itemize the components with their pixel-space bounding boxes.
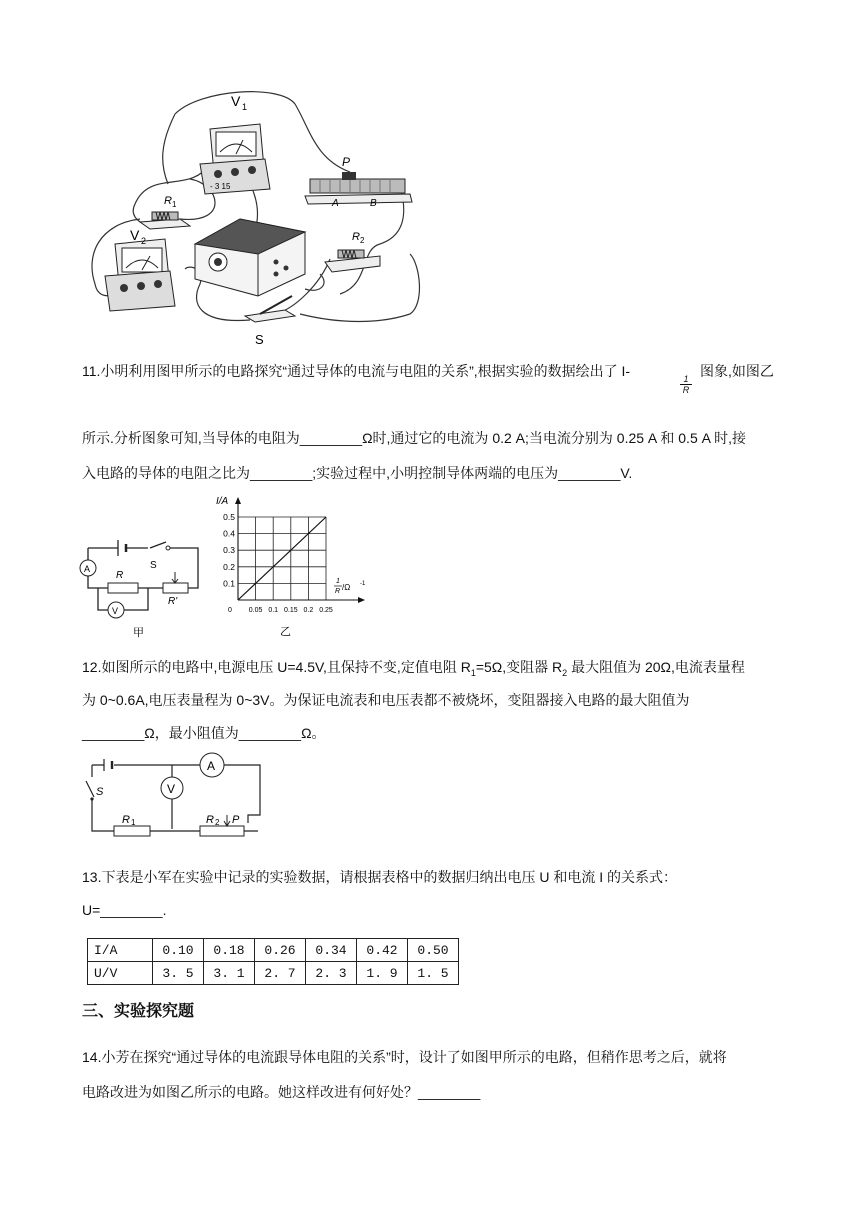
row1-head: I/A [88,939,153,962]
x-tick-label: 0 [228,607,232,614]
q14-blank[interactable]: ________ [418,1084,481,1100]
q12-line3 [82,716,782,750]
x-tick-label: 0.25 [319,607,333,614]
q11-line2-b: Ω时,通过它的电流为 0.2 A;当电流分别为 0.25 A 和 0.5 A 时,接 [362,430,746,446]
x-tick-label: 0.05 [248,607,263,614]
y-tick-label: 0.5 [223,512,235,522]
table-row [88,962,459,985]
q12-r1-sub: 1 [131,818,136,827]
q12-line1-c: 最大阻值为 20Ω,电流表量程 [567,659,745,675]
table-cell: 0.34 [306,939,357,962]
q12-r2-sub: 2 [215,818,220,827]
q13-data-table [87,938,459,985]
q11-blank-1[interactable]: ________ [299,430,363,446]
resistor-r1 [140,195,190,229]
q11-line2-a: 所示.分析图象可知,当导体的电阻为 [82,430,300,446]
switch-s [245,296,295,347]
q11-line2 [82,421,782,455]
s-label: S [255,332,264,347]
jia-s-label: S [150,560,157,571]
yi-xlabel-num: 1 [336,578,340,585]
power-supply [195,219,305,296]
jia-voltmeter-label: V [112,606,119,616]
table-cell: 0.50 [408,939,459,962]
q11-line3-a: 入电路的导体的电阻之比为 [82,465,250,481]
r1-sub: 1 [172,200,177,209]
yi-xlabel-den: R [335,588,341,595]
circuit-q12 [82,753,272,843]
table-cell: 0.26 [255,939,306,962]
table-cell: 1. 5 [408,962,459,985]
x-tick-label: 0.2 [303,607,314,614]
yi-series-line [238,517,326,600]
y-tick-label: 0.4 [223,528,235,539]
r2-sub: 2 [360,236,365,245]
q11-line3-b: ;实验过程中,小明控制导体两端的电压为 [312,465,559,481]
y-axis-arrow [235,497,241,504]
v1-sub: 1 [242,102,248,112]
y-tick-label: 0.1 [223,578,235,589]
voltmeter-v2 [105,227,175,311]
table-cell: 1. 9 [357,962,408,985]
q12-p-label: P [232,814,240,826]
jia-rp-label: R' [168,596,178,607]
q13-blank[interactable]: ________ [100,902,163,918]
v2-label: V [130,227,140,243]
q12-sub1: 1 [470,667,476,678]
q12-ammeter-label: A [207,759,216,773]
q12-blank-2[interactable]: ________ [238,725,302,741]
apparatus-figure [80,84,430,347]
yi-xticks [228,607,333,614]
q13-line2-a: U= [82,902,101,918]
q13-line2-b: . [162,902,167,918]
q14-line2-text: 电路改进为如图乙所示的电路。她这样改进有何好处？ [82,1084,418,1100]
q12-line3-b: Ω。 [301,725,326,741]
circuit-jia [78,530,206,640]
q11-line1-b: 图象,如图乙 [700,363,774,379]
v1-scale: - 3 15 [210,182,231,191]
yi-xlabel-exp: -1 [360,581,366,587]
q14-line1: 14.小芳在探究“通过导体的电流跟导体电阻的关系”时，设计了如图甲所示的电路，但稍作思考之后，就将 [82,1049,727,1065]
row2-head: U/V [88,962,153,985]
q12-line1-b: =5Ω,变阻器 R [475,659,563,675]
q11-fraction [680,374,692,395]
rheostat-p [305,155,412,209]
v2-sub: 2 [141,236,147,246]
q12-line1-a: 12.如图所示的电路中,电源电压 U=4.5V,且保持不变,定值电阻 R [82,659,471,675]
y-tick-label: 0.3 [223,545,235,556]
table-cell: 0.10 [153,939,204,962]
table-cell: 0.18 [204,939,255,962]
q12-voltmeter-label: V [167,782,176,796]
q11-line1 [82,354,782,388]
q12-r1-label: R [122,814,130,826]
x-tick-label: 0.15 [283,607,298,614]
q12-line3-a: Ω，最小阻值为 [144,725,239,741]
q13-line2 [82,893,782,927]
q11-line1-a: 11.小明利用图甲所示的电路探究“通过导体的电流与电阻的关系”,根据实验的数据绘出了 I- [82,363,631,379]
x-tick-label: 0.1 [268,607,279,614]
yi-caption: 乙 [280,626,291,638]
q11-line3-c: V. [620,465,633,481]
table-cell: 3. 5 [153,962,204,985]
b-label: B [370,198,377,209]
yi-ylabel: I/A [216,496,229,507]
q11-line3 [82,456,782,490]
x-axis-arrow [358,597,365,603]
table-cell: 0.42 [357,939,408,962]
a-label: A [332,198,339,209]
y-tick-label: 0.2 [223,561,235,572]
q11-frac-num: 1 [680,374,692,385]
q12-line2: 为 0~0.6A,电压表量程为 0~3V。为保证电流表和电压表都不被烧坏，变阻器接入电路的最大阻值为 [82,692,690,708]
q13-line1: 13.下表是小军在实验中记录的实验数据，请根据表格中的数据归纳出电压 U 和电流 I 的关系式： [82,869,678,885]
q12-sub2: 2 [562,667,568,678]
v1-label: V [231,93,241,109]
q11-frac-den: R [682,385,690,395]
q11-blank-2[interactable]: ________ [250,465,313,481]
jia-r-label: R [116,570,124,581]
jia-caption: 甲 [133,627,144,639]
graph-yi [212,492,372,642]
table-cell: 2. 7 [255,962,306,985]
voltmeter-v1 [200,93,270,194]
resistor-r2 [325,231,380,272]
table-row [88,939,459,962]
section-title: 三、实验探究题 [82,1003,195,1020]
q12-blank-1[interactable]: ________ [82,725,145,741]
table-cell: 2. 3 [306,962,357,985]
q11-blank-3[interactable]: ________ [558,465,621,481]
table-cell: 3. 1 [204,962,255,985]
jia-ammeter-label: A [84,564,91,574]
r2-label: R [352,231,360,243]
r1-label: R [164,195,172,207]
q12-s-label: S [96,786,104,798]
q14-line2 [82,1075,782,1109]
yi-yticks [223,512,235,588]
p-label: P [342,155,351,169]
q12-r2-label: R [206,814,214,826]
yi-xlabel-unit: /Ω [342,583,351,592]
